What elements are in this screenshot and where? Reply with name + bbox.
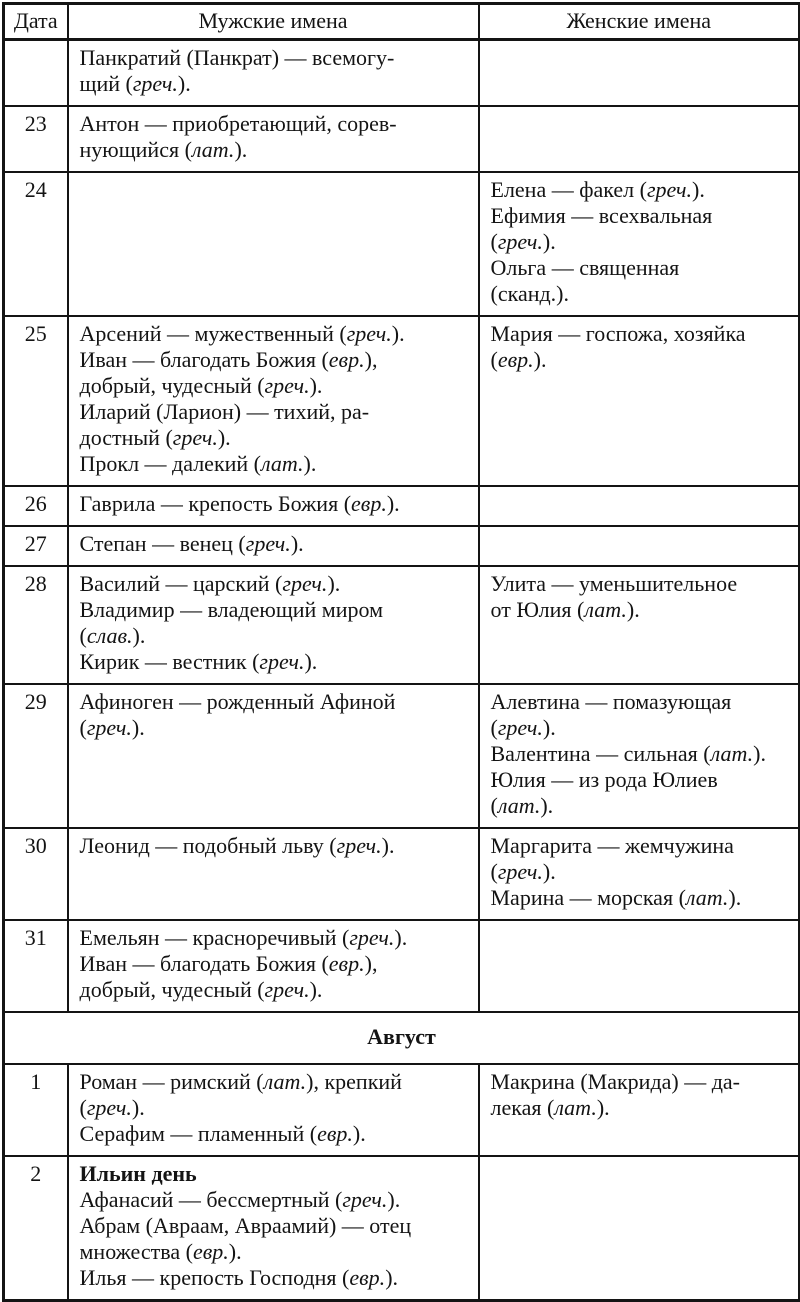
male-names-cell: Антон — приобретающий, сорев- нующийся (лат.). [68,106,479,172]
header-male-names: Мужские имена [68,4,479,40]
female-names-cell [479,920,800,1012]
table-row [4,1064,800,1156]
female-names-cell: Улита — уменьшительное от Юлия (лат.). [479,566,800,684]
male-names-cell [68,172,479,316]
female-names-cell [479,526,800,566]
male-names-cell: Панкратий (Панкрат) — всемогу- щий (греч.). [68,40,479,107]
female-names-cell: Мария — госпожа, хозяйка (евр.). [479,316,800,486]
table-row [4,172,800,316]
male-names-cell: Леонид — подобный льву (греч.). [68,828,479,920]
name-days-table [2,2,800,1302]
table-row [4,828,800,920]
male-names-cell: Ильин день Афанасий — бессмертный (греч.). Абрам (Авраам, Авраамий) — отец множества (евр.). Илья — крепость Господня (евр.). [68,1156,479,1301]
header-date: Дата [4,4,68,40]
date-cell: 23 [4,106,68,172]
table-row [4,566,800,684]
table-row [4,486,800,526]
table-row [4,316,800,486]
header-female-names: Женские имена [479,4,800,40]
male-names-cell: Василий — царский (греч.). Владимир — владеющий миром (слав.). Кирик — вестник (греч.). [68,566,479,684]
date-cell: 24 [4,172,68,316]
table-row [4,1156,800,1301]
date-cell: 2 [4,1156,68,1301]
female-names-cell [479,40,800,107]
table-row [4,684,800,828]
male-names-cell: Роман — римский (лат.), крепкий (греч.). Серафим — пламенный (евр.). [68,1064,479,1156]
female-names-cell: Елена — факел (греч.). Ефимия — всехвальная (греч.). Ольга — священная (сканд.). [479,172,800,316]
male-names-cell: Емельян — красноречивый (греч.). Иван — благодать Божия (евр.), добрый, чудесный (греч.). [68,920,479,1012]
date-cell: 25 [4,316,68,486]
table-row [4,40,800,107]
header-row [4,4,800,40]
date-cell: 30 [4,828,68,920]
table-row [4,920,800,1012]
female-names-cell [479,486,800,526]
date-cell [4,40,68,107]
table-row [4,106,800,172]
male-names-cell: Арсений — мужественный (греч.). Иван — благодать Божия (евр.), добрый, чудесный (греч.). Иларий (Ларион) — тихий, ра- достный (греч.). Прокл — далекий (лат.). [68,316,479,486]
date-cell: 28 [4,566,68,684]
date-cell: 26 [4,486,68,526]
table-body [4,40,800,1301]
male-names-cell: Степан — венец (греч.). [68,526,479,566]
table-row [4,526,800,566]
male-names-cell: Гаврила — крепость Божия (евр.). [68,486,479,526]
female-names-cell: Макрина (Макрида) — да- лекая (лат.). [479,1064,800,1156]
female-names-cell [479,1156,800,1301]
section-row [4,1012,800,1064]
female-names-cell [479,106,800,172]
female-names-cell: Маргарита — жемчужина (греч.). Марина — морская (лат.). [479,828,800,920]
male-names-cell: Афиноген — рожденный Афиной (греч.). [68,684,479,828]
date-cell: 27 [4,526,68,566]
section-title: Август [4,1012,800,1064]
date-cell: 1 [4,1064,68,1156]
date-cell: 29 [4,684,68,828]
date-cell: 31 [4,920,68,1012]
table-header [4,4,800,40]
female-names-cell: Алевтина — помазующая (греч.). Валентина — сильная (лат.). Юлия — из рода Юлиев (лат.). [479,684,800,828]
